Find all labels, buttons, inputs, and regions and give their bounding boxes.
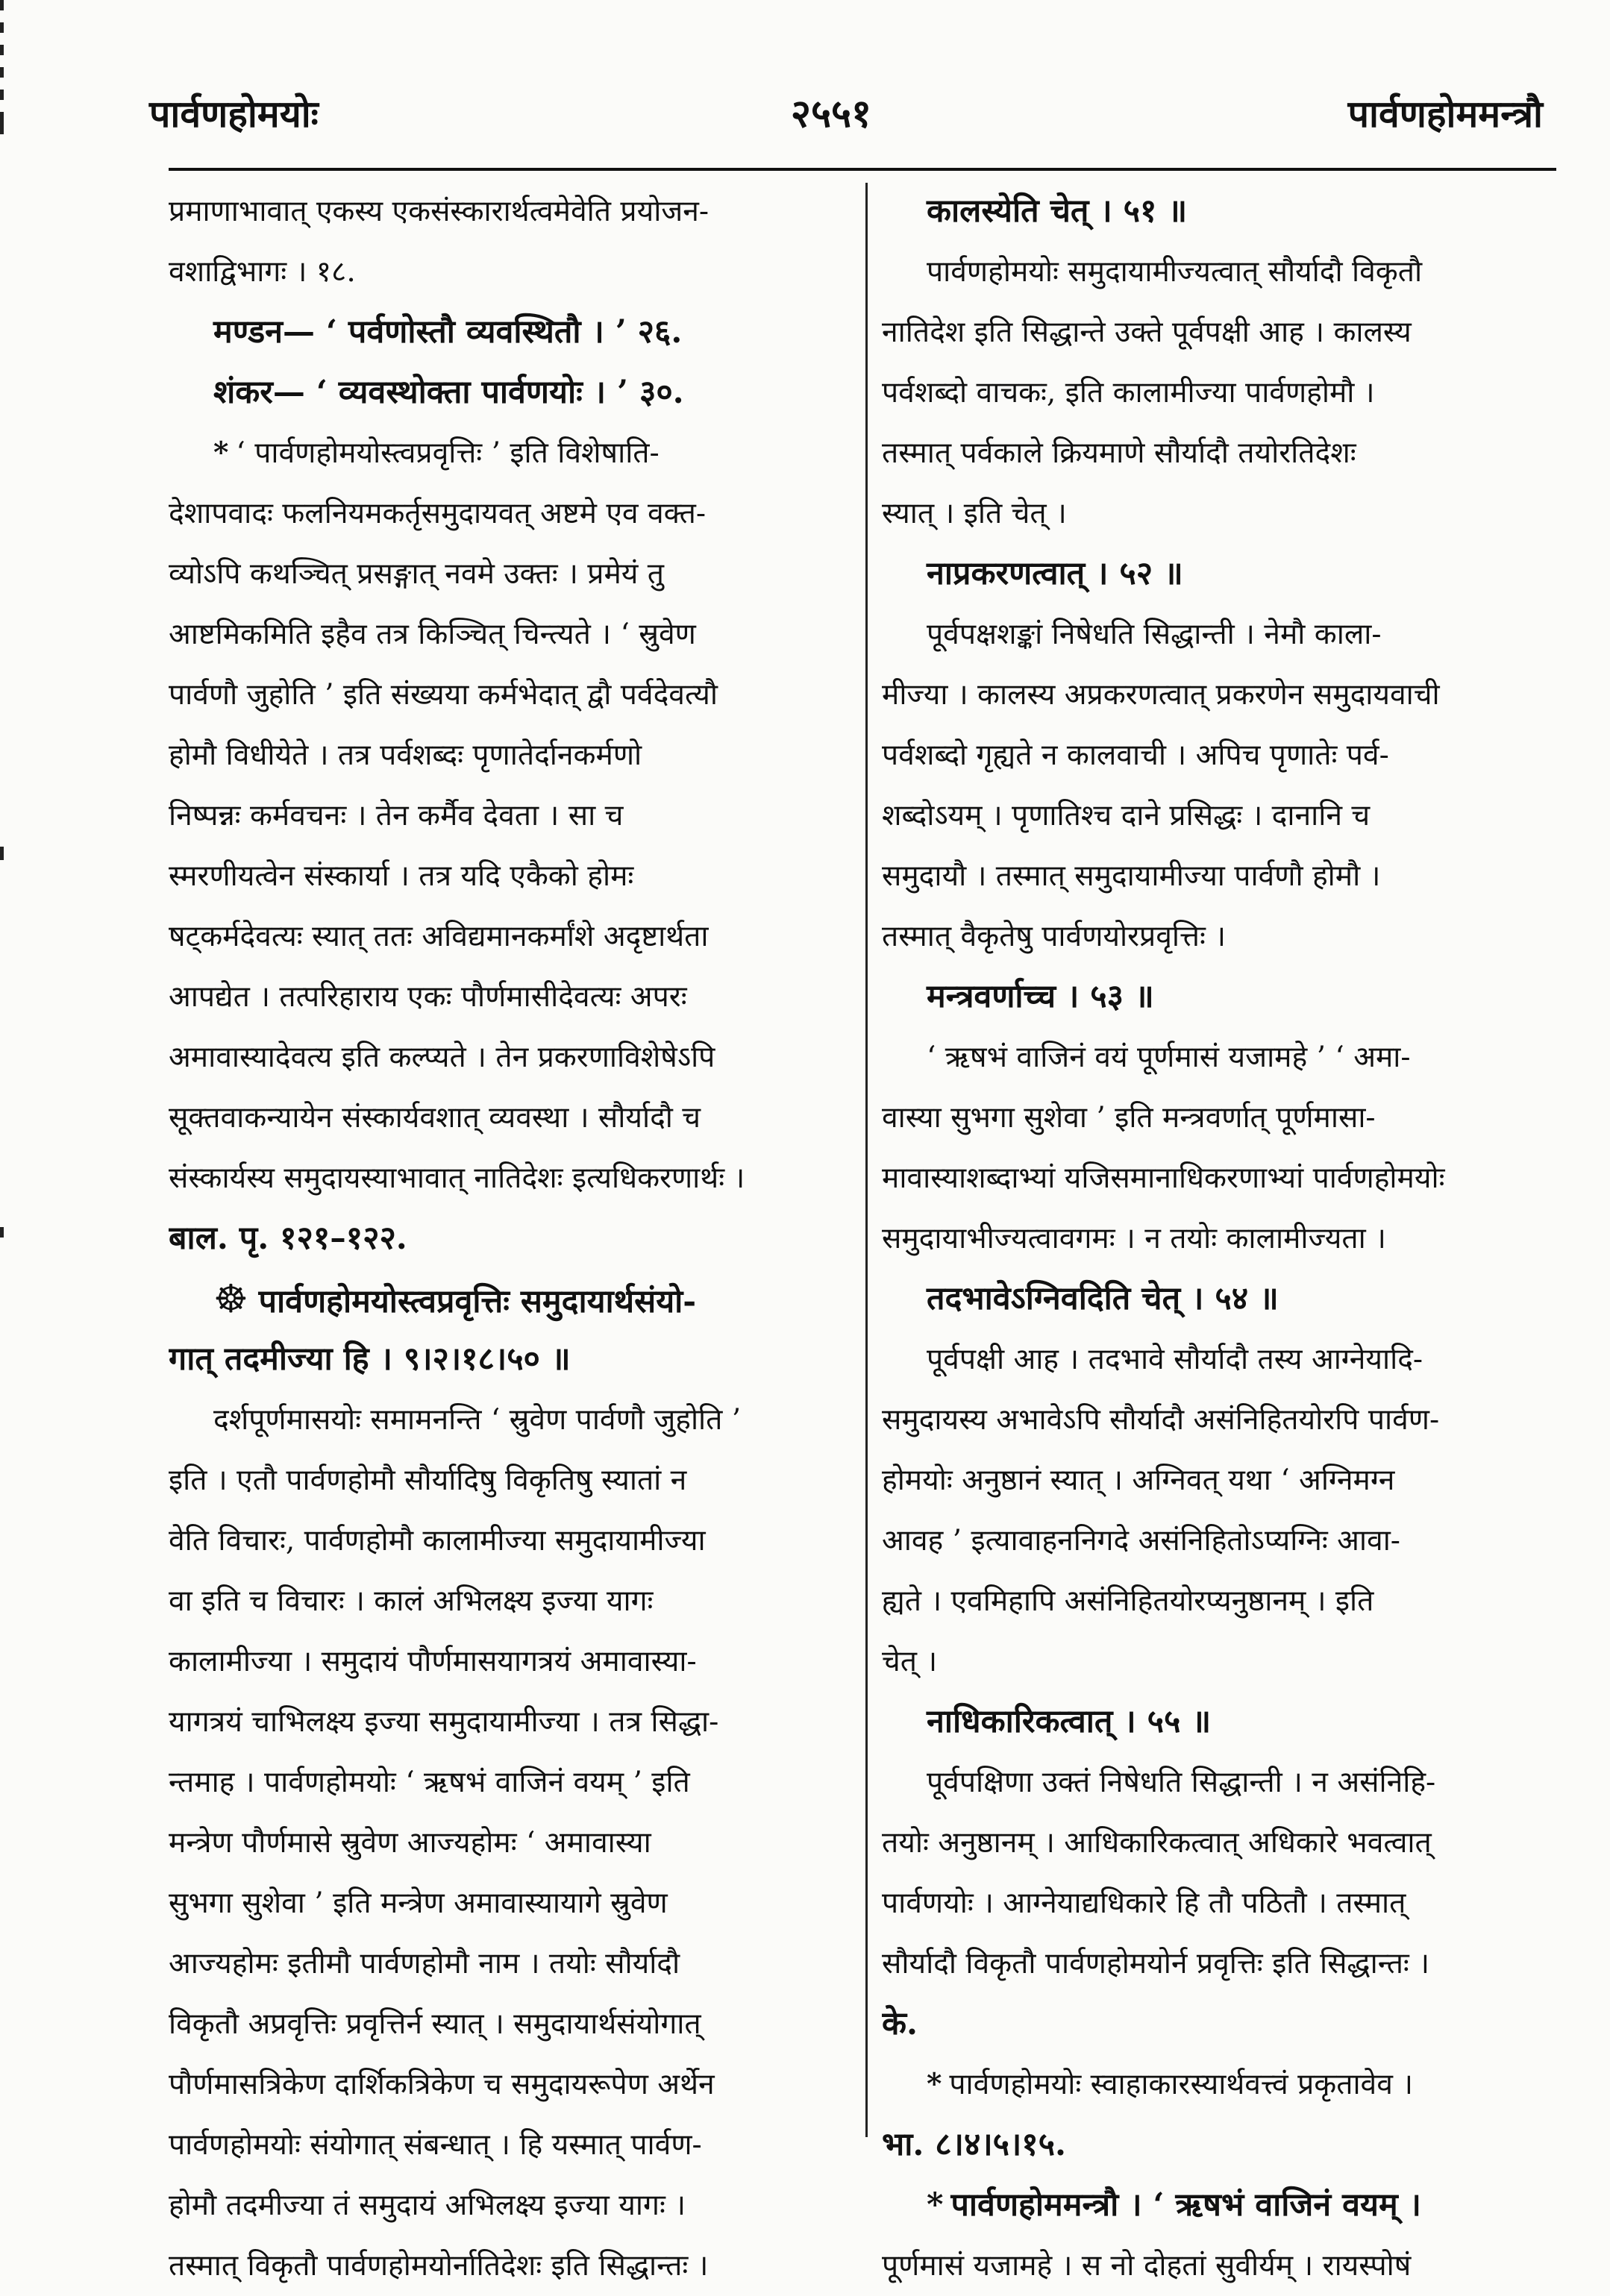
text-line: होमयोः अनुष्ठानं स्यात् । अग्निवत् यथा ‘ अग्निमग्न (882, 1464, 1395, 1497)
header-rule (169, 168, 1556, 171)
text-line: आपद्येत । तत्परिहाराय एकः पौर्णमासीदेवत्यः अपरः (169, 980, 687, 1014)
column-divider (865, 183, 868, 2137)
text-line: पार्वणहोमयोः स्वाहाकारस्यार्थवत्त्वं प्रकृतावेव । (949, 2068, 1414, 2101)
sutra-heading: नाधिकारिकत्वात् । ५५ ॥ (927, 1703, 1212, 1740)
page-header (119, 81, 1543, 148)
text-line: पूर्वपक्षशङ्कां निषेधति सिद्धान्ती । नेमौ काला- (927, 618, 1382, 651)
text-line: मन्त्रेण पौर्णमासे स्रुवेण आज्यहोमः ‘ अमावास्या (169, 1826, 651, 1860)
sutra-heading: नाप्रकरणत्वात् । ५२ ॥ (927, 555, 1183, 592)
text-line: यागत्रयं चाभिलक्ष्य इज्या समुदायामीज्या । तत्र सिद्धा- (169, 1705, 719, 1739)
text-line: पार्वणहोमयोः समुदायामीज्यत्वात् सौर्यादौ विकृतौ (927, 255, 1423, 289)
text-line: देशापवादः फलनियमकर्तृसमुदायवत् अष्टमे एव वक्त- (169, 497, 706, 530)
left-column (169, 181, 844, 2296)
text-line: कालामीज्या । समुदायं पौर्णमासयागत्रयं अमावास्या- (169, 1645, 697, 1678)
edge-mark (0, 67, 4, 78)
text-line: पार्वणौ जुहोति ’ इति संख्यया कर्मभेदात् द्वौ पर्वदेवत्यौ (169, 678, 718, 712)
text-line: सुभगा सुशेवा ’ इति मन्त्रेण अमावास्यायागे स्रुवेण (169, 1886, 668, 1920)
text-line: तस्मात् पर्वकाले क्रियमाणे सौर्यादौ तयोरतिदेशः (882, 436, 1356, 470)
text-line: होमौ विधीयेते । तत्र पर्वशब्दः पृणातेर्दानकर्मणो (169, 738, 642, 772)
text-line: नातिदेश इति सिद्धान्ते उक्ते पूर्वपक्षी आह । कालस्य (882, 316, 1412, 349)
text-line: व्योऽपि कथञ्चित् प्रसङ्गात् नवमे उक्तः । प्रमेयं तु (169, 557, 665, 591)
text-line: पूर्वपक्षिणा उक्तं निषेधति सिद्धान्ती । न असंनिहि- (927, 1766, 1436, 1799)
text-line: न्तमाह । पार्वणहोमयोः ‘ ऋषभं वाजिनं वयम् ’ इति (169, 1766, 690, 1799)
header-left-title: पार्वणहोमयोः (149, 92, 319, 136)
text-line: शब्दोऽयम् । पृणातिश्च दाने प्रसिद्धः । दानानि च (882, 799, 1371, 832)
text-line: पार्वणहोमयोः संयोगात् संबन्धात् । हि यस्मात् पार्वण- (169, 2128, 702, 2162)
text-line: दर्शपूर्णमासयोः समामनन्ति ‘ स्रुवेण पार्वणौ जुहोति ’ (213, 1403, 742, 1437)
text-line: समुदायस्य अभावेऽपि सौर्यादौ असंनिहितयोरपि पार्वण- (882, 1403, 1440, 1437)
text-line: के. (882, 2005, 918, 2042)
text-line: शंकर— ‘ व्यवस्थोक्ता पार्वणयोः । ’ ३०. (213, 374, 684, 411)
text-line: ‘ ऋषभं वाजिनं वयं पूर्णमासं यजामहे ’ ‘ अमा- (927, 1041, 1411, 1074)
star-mark: * (927, 2067, 942, 2101)
text-line: तयोः अनुष्ठानम् । आधिकारिकत्वात् अधिकारे भवत्वात् (882, 1826, 1432, 1860)
edge-mark (0, 1227, 4, 1238)
text-line: पर्वशब्दो वाचकः, इति कालामीज्या पार्वणहोमौ । (882, 376, 1375, 410)
edge-mark (0, 0, 4, 10)
star-mark: * (927, 2186, 944, 2224)
text-line: तस्मात् विकृतौ पार्वणहोमयोर्नातिदेशः इति सिद्धान्तः । (169, 2249, 709, 2283)
text-line: सौर्यादौ विकृतौ पार्वणहोमयोर्न प्रवृत्तिः इति सिद्धान्तः । (882, 1947, 1429, 1980)
star-mark: * (213, 436, 229, 470)
sutra-heading: कालस्येति चेत् । ५१ ॥ (927, 192, 1188, 230)
text-line: इति । एतौ पार्वणहोमौ सौर्यादिषु विकृतिषु स्यातां न (169, 1464, 687, 1497)
edge-mark (0, 22, 4, 33)
edge-mark (0, 112, 4, 134)
text-line: ‘ पार्वणहोमयोस्त्वप्रवृत्तिः ’ इति विशेषाति- (236, 436, 660, 470)
text-line: अमावास्यादेवत्य इति कल्प्यते । तेन प्रकरणाविशेषेऽपि (169, 1041, 715, 1074)
text-line: भा. ८।४।५।१५. (882, 2126, 1066, 2163)
edge-mark (0, 847, 4, 860)
page-number: २५५१ (790, 91, 872, 137)
text-line: समुदायाभीज्यत्वावगमः । न तयोः कालामीज्यता । (882, 1222, 1386, 1255)
text-line: आज्यहोमः इतीमौ पार्वणहोमौ नाम । तयोः सौर्यादौ (169, 1947, 680, 1980)
text-line: वेति विचारः, पार्वणहोमौ कालामीज्या समुदायामीज्या (169, 1524, 706, 1558)
text-line: संस्कार्यस्य समुदायस्याभावात् नातिदेशः इत्यधिकरणार्थः । (169, 1161, 745, 1195)
text-line: वा इति च विचारः । कालं अभिलक्ष्य इज्या यागः (169, 1584, 654, 1618)
text-line: विकृतौ अप्रवृत्तिः प्रवृत्तिर्न स्यात् । समुदायार्थसंयोगात् (169, 2007, 701, 2041)
text-line: पूर्वपक्षी आह । तदभावे सौर्यादौ तस्य आग्नेयादि- (927, 1343, 1423, 1376)
text-line: चेत् । (882, 1645, 938, 1678)
sutra-heading: गात् तदमीज्या हि । ९।२।१८।५० ॥ (169, 1340, 571, 1378)
text-line: पूर्णमासं यजामहे । स नो दोहतां सुवीर्यम् । रायस्पोषं (882, 2249, 1412, 2283)
text-line: पौर्णमासत्रिकेण दार्शिकत्रिकेण च समुदायरूपेण अर्थेन (169, 2068, 715, 2101)
text-line: पार्वणयोः । आग्नेयाद्यधिकारे हि तौ पठितौ । तस्मात् (882, 1886, 1406, 1920)
text-line: होमौ तदमीज्या तं समुदायं अभिलक्ष्य इज्या यागः । (169, 2189, 686, 2222)
header-right-title: पार्वणहोममन्त्रौ (1347, 92, 1543, 136)
text-line: आष्टमिकमिति इहैव तत्र किञ्चित् चिन्त्यते । ‘ स्रुवेण (169, 618, 696, 651)
text-line: मण्डन— ‘ पर्वणोस्तौ व्यवस्थितौ । ’ २६. (213, 313, 683, 351)
text-line: मीज्या । कालस्य अप्रकरणत्वात् प्रकरणेन समुदायवाची (882, 678, 1440, 712)
text-line: पर्वशब्दो गृह्यते न कालवाची । अपिच पृणातेः पर्व- (882, 738, 1389, 772)
right-column (882, 181, 1553, 2296)
text-line: बाल. पृ. १२१–१२२. (169, 1220, 407, 1257)
sutra-heading: तदभावेऽग्निवदिति चेत् । ५४ ॥ (927, 1280, 1279, 1317)
text-line: समुदायौ । तस्मात् समुदायामीज्या पार्वणौ होमौ । (882, 859, 1381, 893)
text-line: आवह ’ इत्यावाहननिगदे असंनिहितोऽप्यग्निः आवा- (882, 1524, 1400, 1558)
text-line: मावास्याशब्दाभ्यां यजिसमानाधिकरणाभ्यां पार्वणहोमयोः (882, 1161, 1445, 1195)
text-line: षट्कर्मदेवत्यः स्यात् ततः अविद्यमानकर्मांशे अदृष्टार्थता (169, 920, 709, 953)
text-line: स्यात् । इति चेत् । (882, 497, 1067, 530)
sutra-heading: पार्वणहोमयोस्त्वप्रवृत्तिः समुदायार्थसंयो- (258, 1283, 697, 1320)
text-line: तस्मात् वैकृतेषु पार्वणयोरप्रवृत्तिः । (882, 920, 1227, 953)
text-line: निष्पन्नः कर्मवचनः । तेन कर्मैव देवता । सा च (169, 799, 624, 832)
edge-mark (0, 90, 4, 100)
text-line: वास्या सुभगा सुशेवा ’ इति मन्त्रवर्णात् पूर्णमासा- (882, 1101, 1376, 1135)
text-line: पार्वणहोममन्त्रौ । ‘ ऋषभं वाजिनं वयम् । (950, 2186, 1421, 2224)
edge-mark (0, 45, 4, 55)
text-line: वशाद्विभागः । १८. (169, 255, 356, 289)
section-mark-icon: ☸ (213, 1276, 248, 1322)
text-line: प्रमाणाभावात् एकस्य एकसंस्कारार्थत्वमेवेति प्रयोजन- (169, 195, 710, 228)
text-line: सूक्तवाकन्यायेन संस्कार्यवशात् व्यवस्था । सौर्यादौ च (169, 1101, 701, 1135)
sutra-heading: मन्त्रवर्णाच्च । ५३ ॥ (927, 978, 1154, 1015)
text-line: ह्यते । एवमिहापि असंनिहितयोरप्यनुष्ठानम् । इति (882, 1584, 1374, 1618)
text-line: स्मरणीयत्वेन संस्कार्या । तत्र यदि एकैको होमः (169, 859, 634, 893)
